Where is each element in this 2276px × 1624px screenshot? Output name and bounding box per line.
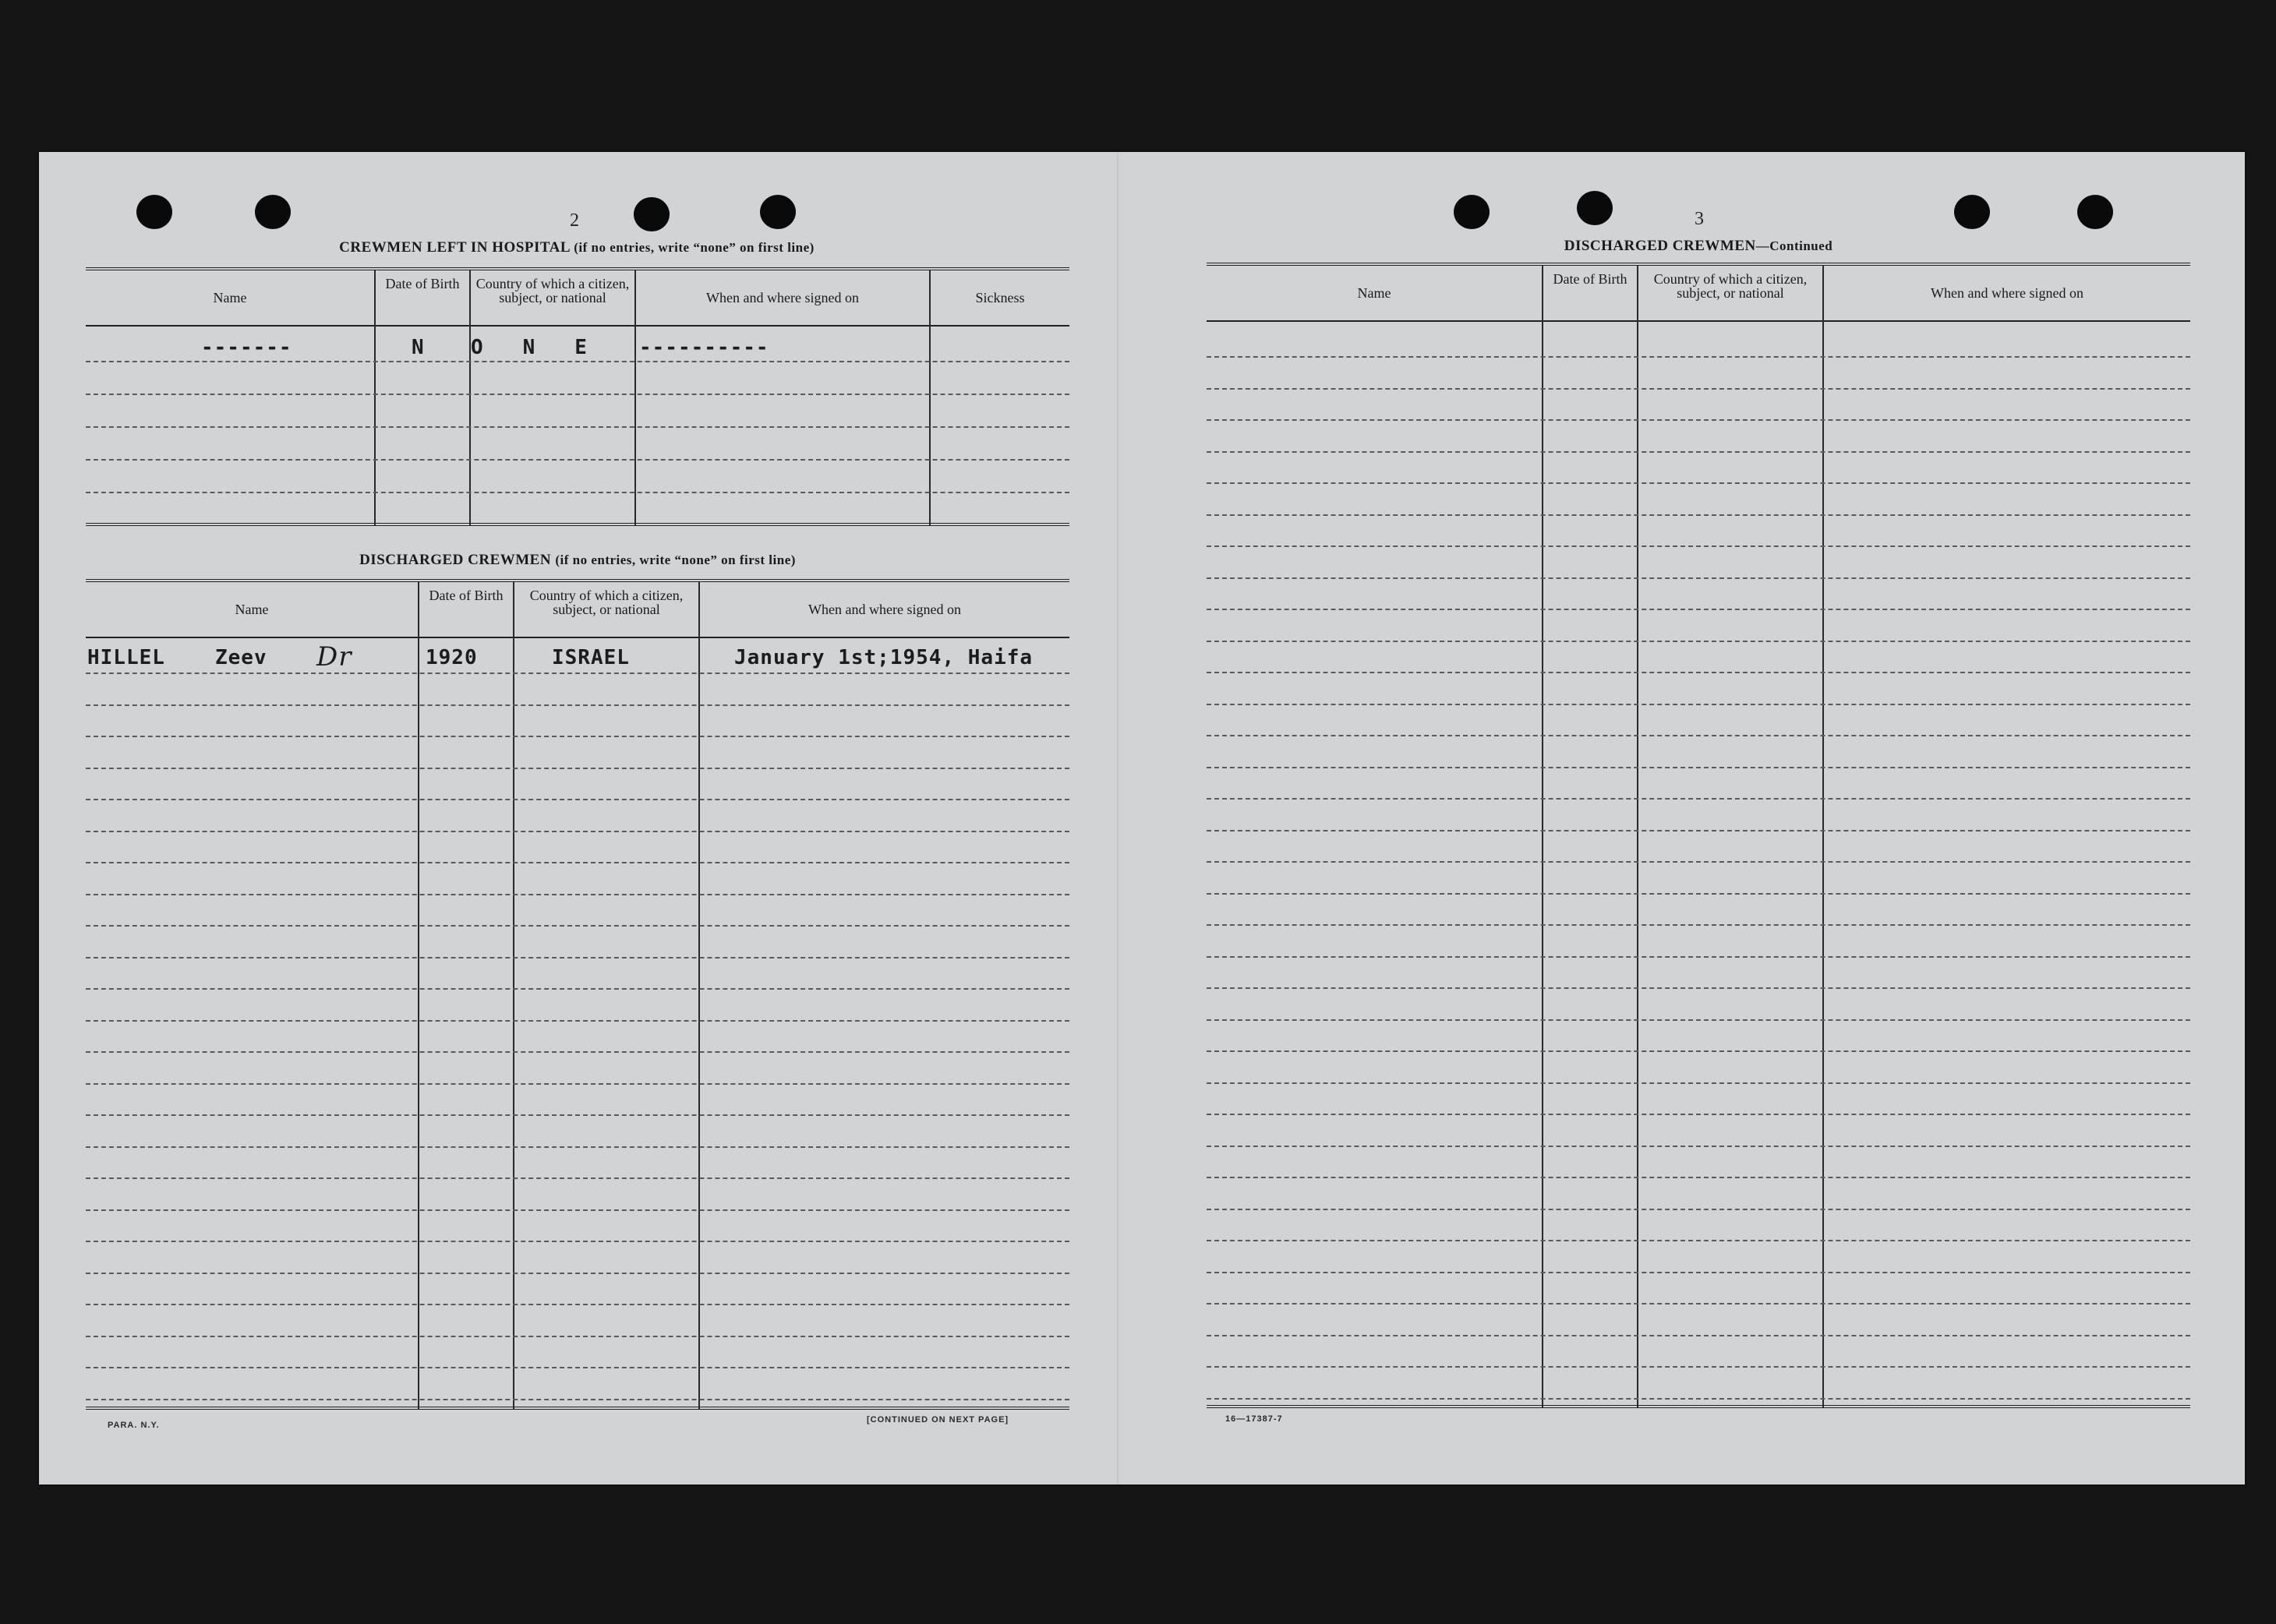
- hospital-signed-on-entry: ----------: [639, 336, 769, 359]
- entry-line: [86, 1209, 1069, 1211]
- table-top-rule: [1207, 263, 2190, 266]
- entry-line: [86, 459, 1069, 461]
- entry-line: [1207, 1272, 2190, 1273]
- column-header-signed-on: When and where signed on: [706, 290, 859, 305]
- entry-line: [1207, 1209, 2190, 1210]
- entry-line: [1207, 704, 2190, 705]
- entry-line: [1207, 735, 2190, 736]
- entry-line: [1207, 419, 2190, 421]
- entry-line: [1207, 1146, 2190, 1147]
- footer-form-number: 16—17387-7: [1225, 1414, 1283, 1424]
- entry-line: [1207, 1303, 2190, 1304]
- entry-line: [1207, 672, 2190, 673]
- entry-line: [86, 1051, 1069, 1053]
- entry-line: [1207, 545, 2190, 547]
- entry-line: [1207, 1082, 2190, 1084]
- entry-line: [1207, 482, 2190, 484]
- entry-line: [1207, 1019, 2190, 1021]
- entry-line: [1207, 924, 2190, 926]
- punch-hole: [2077, 195, 2113, 229]
- continued-label: —Continued: [1755, 238, 1833, 253]
- discharged-signed-on: January 1st;1954, Haifa: [734, 646, 1034, 669]
- entry-line: [1207, 609, 2190, 610]
- discharged-continued-table: [1207, 263, 2190, 1408]
- page-fold: [1117, 152, 1119, 1485]
- entry-line: [1207, 1050, 2190, 1052]
- entry-line: [1207, 893, 2190, 895]
- hospital-table: [86, 267, 1069, 526]
- entry-line: [86, 673, 1069, 674]
- entry-line: [86, 394, 1069, 395]
- entry-line: [1207, 451, 2190, 453]
- discharged-continued-title: [1207, 238, 2190, 255]
- footer-printer-mark: PARA. N.Y.: [108, 1421, 160, 1430]
- hospital-country-entry: O N E: [471, 336, 588, 359]
- discharged-country: ISRAEL: [552, 646, 630, 669]
- column-divider: [513, 582, 514, 1409]
- column-divider: [929, 270, 931, 526]
- column-divider: [418, 582, 419, 1409]
- entry-line: [1207, 1335, 2190, 1336]
- entry-line: [86, 704, 1069, 706]
- entry-line: [1207, 861, 2190, 863]
- entry-line: [86, 1336, 1069, 1337]
- column-header-country: Country of which a citizen, subject, or national: [475, 276, 630, 305]
- entry-line: [1207, 956, 2190, 958]
- discharged-surname: HILLEL: [87, 646, 165, 669]
- entry-line: [1207, 577, 2190, 579]
- entry-line: [86, 957, 1069, 959]
- entry-line: [1207, 987, 2190, 989]
- discharged-dob: 1920: [426, 646, 478, 669]
- column-header-dob: Date of Birth: [1553, 271, 1627, 287]
- entry-line: [86, 361, 1069, 362]
- entry-line: [86, 768, 1069, 769]
- punch-hole: [634, 197, 670, 231]
- entry-line: [1207, 1398, 2190, 1400]
- column-header-name: Name: [213, 290, 247, 305]
- punch-hole: [1577, 191, 1613, 225]
- entry-line: [86, 988, 1069, 990]
- punch-hole: [1954, 195, 1990, 229]
- column-header-name: Name: [1357, 285, 1391, 301]
- column-divider: [1822, 266, 1824, 1408]
- page-number: 2: [570, 210, 579, 231]
- punch-hole: [255, 195, 291, 229]
- column-header-name: Name: [235, 602, 269, 617]
- entry-line: [86, 1177, 1069, 1179]
- discharged-table: [86, 579, 1069, 1409]
- column-divider: [634, 270, 636, 526]
- punch-hole: [1454, 195, 1490, 229]
- table-bottom-rule: [1207, 1405, 2190, 1408]
- header-bottom-rule: [1207, 320, 2190, 322]
- hospital-name-entry: -------: [201, 336, 292, 359]
- punch-hole: [136, 195, 172, 229]
- column-header-signed-on: When and where signed on: [1931, 285, 2083, 301]
- entry-line: [1207, 1177, 2190, 1178]
- column-header-country: Country of which a citizen, subject, or national: [1653, 271, 1808, 301]
- column-header-dob: Date of Birth: [385, 276, 460, 291]
- entry-line: [86, 925, 1069, 927]
- entry-line: [86, 1083, 1069, 1085]
- column-header-sickness: Sickness: [975, 290, 1025, 305]
- hospital-dob-entry: N: [412, 336, 425, 359]
- footer-continued-note: [CONTINUED ON NEXT PAGE]: [867, 1415, 1009, 1425]
- entry-line: [1207, 1366, 2190, 1368]
- discharged-initials-handwritten: Dr: [316, 641, 352, 673]
- entry-line: [1207, 1240, 2190, 1241]
- column-divider: [1637, 266, 1638, 1408]
- entry-line: [86, 1114, 1069, 1116]
- entry-line: [86, 1367, 1069, 1368]
- entry-line: [86, 1399, 1069, 1400]
- entry-line: [1207, 641, 2190, 642]
- entry-line: [86, 1146, 1069, 1148]
- entry-line: [1207, 514, 2190, 516]
- entry-line: [86, 426, 1069, 428]
- column-header-dob: Date of Birth: [429, 588, 504, 603]
- entry-line: [86, 862, 1069, 863]
- entry-line: [1207, 798, 2190, 800]
- table-top-rule: [86, 579, 1069, 582]
- entry-line: [86, 492, 1069, 493]
- entry-line: [86, 1304, 1069, 1305]
- column-header-signed-on: When and where signed on: [808, 602, 961, 617]
- discharged-section-title: [86, 552, 1069, 569]
- column-divider: [1542, 266, 1543, 1408]
- table-bottom-rule: [86, 1407, 1069, 1410]
- table-bottom-rule: [86, 523, 1069, 526]
- entry-line: [1207, 830, 2190, 831]
- discharged-given-name: Zeev: [215, 646, 267, 669]
- entry-line: [86, 894, 1069, 895]
- entry-line: [1207, 1114, 2190, 1115]
- hospital-title-text: CREWMEN LEFT IN HOSPITAL: [339, 239, 570, 256]
- punch-hole: [760, 195, 796, 229]
- column-divider: [469, 270, 471, 526]
- header-bottom-rule: [86, 325, 1069, 327]
- discharged-continued-title-text: DISCHARGED CREWMEN: [1564, 238, 1756, 254]
- discharged-title-text: DISCHARGED CREWMEN: [359, 552, 552, 568]
- hospital-section-title: [86, 239, 1068, 256]
- hospital-title-note: (if no entries, write “none” on first line): [574, 240, 815, 255]
- column-header-country: Country of which a citizen, subject, or national: [529, 588, 684, 617]
- entry-line: [1207, 356, 2190, 358]
- column-divider: [374, 270, 376, 526]
- entry-line: [86, 1020, 1069, 1022]
- entry-line: [1207, 388, 2190, 390]
- entry-line: [86, 799, 1069, 800]
- entry-line: [86, 736, 1069, 737]
- column-divider: [698, 582, 700, 1409]
- entry-line: [86, 1273, 1069, 1274]
- entry-line: [86, 1241, 1069, 1242]
- discharged-title-note: (if no entries, write “none” on first line): [555, 553, 796, 567]
- table-top-rule: [86, 267, 1069, 270]
- entry-line: [86, 831, 1069, 832]
- page-number: 3: [1695, 209, 1704, 229]
- entry-line: [1207, 767, 2190, 768]
- header-bottom-rule: [86, 637, 1069, 638]
